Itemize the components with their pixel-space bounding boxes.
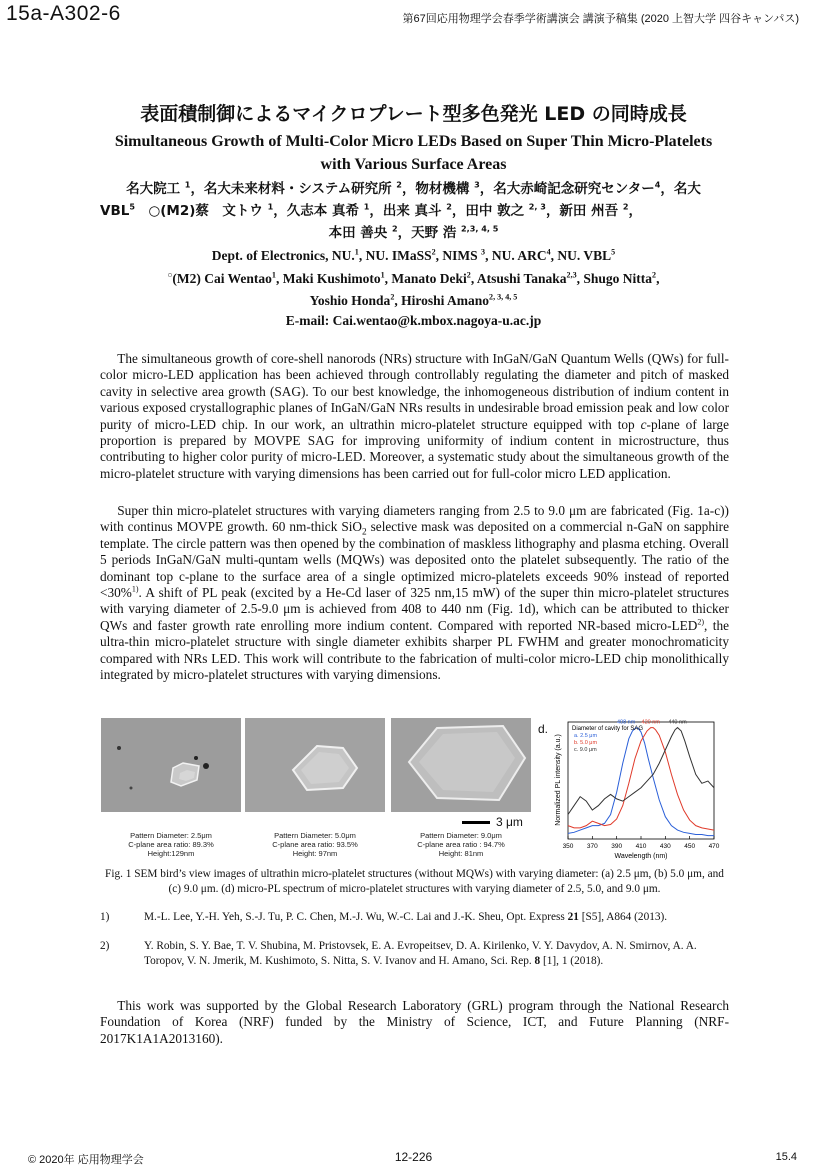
title-japanese: 表面積制御によるマイクロプレート型多色発光 LED の同時成長: [140, 103, 687, 125]
reference-1: 1) M.-L. Lee, Y.-H. Yeh, S.-J. Tu, P. C. Chen, M.-J. Wu, W.-C. Lai and J.-K. Sheu, Opt. Express 21 [S5], A864 (2013).: [100, 911, 668, 923]
authors-jp-line1: 名大院工 $^1$，名大未来材料・システム研究所 $^2$，物材機構 $^3$，名大赤崎記念研究センター$^4$，名大: [126, 179, 701, 197]
peak-label-2: 420 nm: [641, 719, 660, 726]
scale-bar: 3 μm: [462, 815, 523, 829]
authors-english: ○(M2) Cai Wentao$^1$, Maki Kushimoto$^1$, Manato Deki$^2$, Atsushi Tanaka$^{2,3}$, Shugo Nitta$^2$, Yoshio Honda$^2$, Hiroshi Amano$^{2, 3, 4, 5}$: [167, 270, 660, 308]
sem-image-c: [391, 718, 531, 812]
legend-item-2: b. 5.0 μm: [574, 740, 598, 746]
sem-image-a: [101, 718, 241, 812]
email: E-mail: Cai.wentao@k.mbox.nagoya-u.ac.jp: [285, 313, 542, 328]
caption-a: Pattern Diameter: 2.5μm C-plane area ratio: 89.3% Height:129nm: [128, 831, 214, 858]
acknowledgment: This work was supported by the Global Research Laboratory (GRL) program through the National Research Foundation of Korea (NRF) funded by the Ministry of Science, ICT, and Future Planning (NRF-2017K1A1A2013160).: [100, 998, 729, 1046]
x-tick-label: 430: [659, 843, 671, 850]
figure-caption: Fig. 1 SEM bird’s view images of ultrathin micro-platelet structures (without MQWs) with varying diameter: (a) 2.5 μm, (b) 5.0 μm, and (c) 9.0 μm. (d) micro-PL spectrum of micro-platelet structures with varying diameter of 2.5, 5.0, and 9.0 μm.: [105, 868, 724, 895]
authors-japanese: [100, 178, 727, 244]
x-tick-label: 410: [635, 843, 647, 850]
pl-spectrum-chart: [550, 716, 720, 864]
x-axis-label: Wavelength (nm): [614, 853, 668, 860]
peak-label-3: 440 nm: [668, 719, 687, 726]
peak-label-1: 408 nm: [616, 719, 636, 726]
authors-jp-line3: 本田 善央 $^2$，天野 浩 $^{2,3, 4, 5}$: [328, 223, 499, 241]
x-tick-label: 370: [586, 843, 598, 850]
abstract-paragraph-1: The simultaneous growth of core-shell nanorods (NRs) structure with InGaN/GaN Quantum Wells (QWs) for full-color micro-LED application has been achieved through controllably regulating the diameter and pitch of masked cavity in selective area growth (SAG). To our best knowledge, the inhomogeneous distribution of indium content in various exposed crystallographic planes of InGaN/GaN NRs results in undesirable broad emission peak and low color purity of micro-LED chip. In our work, an ultrathin micro-platelet structure equipped with top c-plane of large proportion is prepared by MOVPE SAG for improving uniformity of indium content in microstructure, thus contributing to higher color purity of micro-LED. Moreover, a systematic study about the simultaneous growth of the micro-platelet structure with varying dimensions has been carried out for full-color micro LED application.: [100, 351, 729, 481]
caption-c: Pattern Diameter: 9.0μm C-plane area ratio : 94.7% Height: 81nm: [417, 831, 505, 858]
y-axis-label: Normalized PL intensity (a.u.): [555, 734, 562, 826]
legend-item-1: a. 2.5 μm: [574, 733, 598, 739]
paper-id: 15a-A302-6: [6, 2, 121, 25]
title-english-line2: with Various Surface Areas: [320, 156, 507, 173]
legend-item-3: c. 9.0 μm: [574, 747, 597, 753]
legend-title: Diameter of cavity for SAG: [572, 726, 644, 732]
x-tick-label: 350: [562, 843, 574, 850]
title-english-line1: Simultaneous Growth of Multi-Color Micro LEDs Based on Super Thin Micro-Platelets: [114, 133, 713, 150]
conference-header: 第67回応用物理学会春季学術講演会 講演予稿集 (2020 上智大学 四谷キャンパス): [402, 13, 799, 25]
panel-d-label: d.: [538, 722, 549, 736]
abstract-paragraph-2: Super thin micro-platelet structures with varying diameters ranging from 2.5 to 9.0 μm are fabricated (Fig. 1a-c)) with continus MOVPE growth. 60 nm-thick SiO$_2$ selective mask was deposited on a commercial n-GaN on sapphire template. The circle pattern was then opened by the combination of maskless lithography and plasma etching. Overall 5 periods InGaN/GaN multi-quntam wells (MQWs) was deposited onto the platelet subsequently. The ratio of the dominant top c-plane to the surface area of a single optimized micro-platelets exceeds 90% instead of reported <30%$^{1)}$. A shift of PL peak (excited by a He-Cd laser of 325 nm,15 mW) of the super thin micro-platelet structures with varying diameter of 2.5-9.0 μm is achieved from 408 to 440 nm (Fig. 1d), which can be attributed to thicker QWs and faster growth rate enrolling more indium content. Compared with reported NR-based micro-LED$^{2)}$, the ultra-thin micro-platelet structure with single diameter exhibits sharper PL FWHM and greater monochromaticity compared with NRs LED. This work will contribute to the fabrication of multi-color micro-LED chip monolithically integrated by micro-platelet structures with varying dimensions.: [100, 503, 729, 683]
title-english: [0, 130, 827, 176]
x-tick-label: 450: [684, 843, 696, 850]
sem-image-b: [245, 718, 385, 812]
x-tick-label: 390: [611, 843, 623, 850]
footer-section: 15.4: [775, 1151, 797, 1163]
footer-copyright: © 2020年 応用物理学会: [28, 1154, 144, 1166]
x-tick-label: 470: [708, 843, 720, 850]
caption-b: Pattern Diameter: 5.0μm C-plane area ratio: 93.5% Height: 97nm: [272, 831, 358, 858]
reference-2: 2) Y. Robin, S. Y. Bae, T. V. Shubina, M. Pristovsek, E. A. Evropeitsev, D. A. Kirilenko, V. Y. Davydov, A. N. Smirnov, A. A. Toropov, V. N. Jmerik, M. Kushimoto, S. Nitta, S. V. Ivanov and H. Amano, Sci. Rep. 8 [1], 1 (2018).: [100, 940, 697, 967]
affiliations: Dept. of Electronics, NU.$^1$, NU. IMaSS$^2$, NIMS $^3$, NU. ARC$^4$, NU. VBL$^5$: [211, 247, 616, 263]
authors-jp-line2: VBL$^5$ ○(M2)蔡 文トウ $^1$，久志本 真希 $^1$，出来 真斗 $^2$，田中 敦之 $^{2, 3}$，新田 州吾 $^2$，: [100, 201, 642, 219]
footer-page-number: 12-226: [394, 1150, 433, 1164]
